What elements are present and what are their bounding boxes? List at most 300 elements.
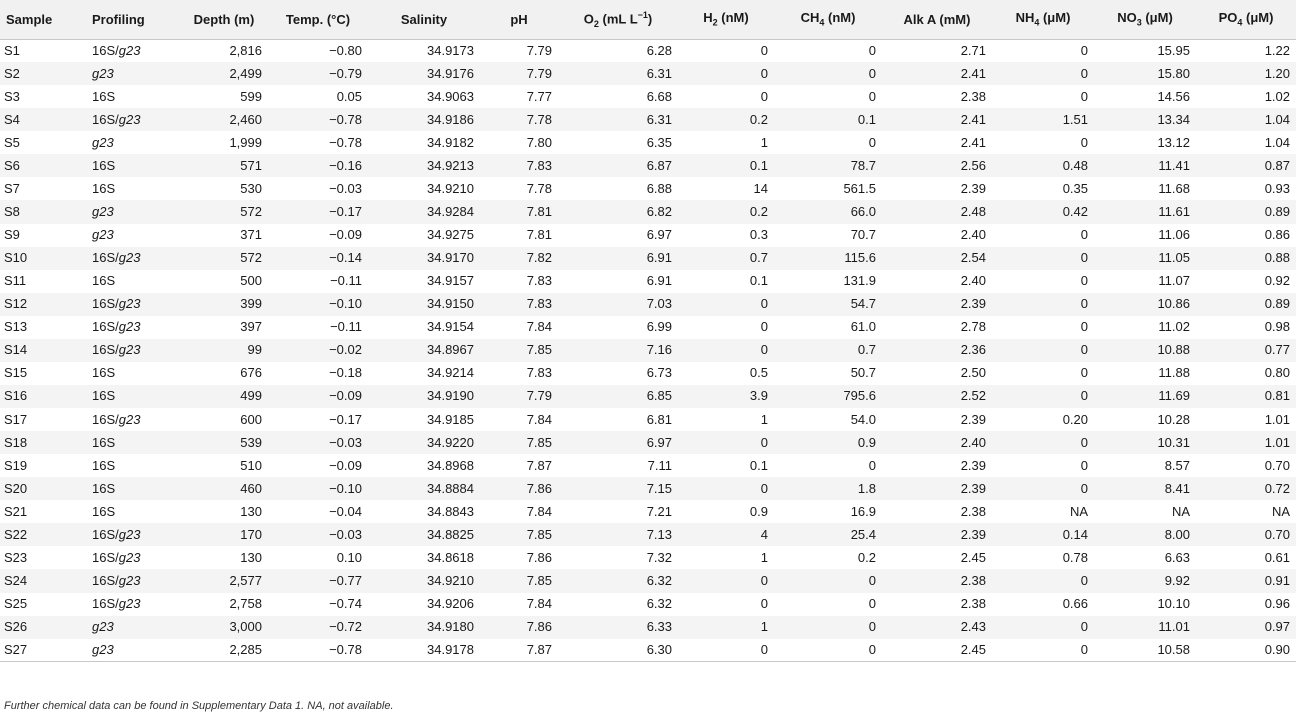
cell-nh4: 0 [1080,342,1088,358]
cell-h2: 0.1 [749,157,768,173]
column-header-subscript: 2 [712,18,718,29]
cell-alk: 2.38 [960,88,986,104]
cell-profiling: g23 [92,619,114,635]
cell-h2: 0 [760,342,768,358]
cell-h2: 1 [760,619,768,635]
cell-salinity: 34.9178 [368,639,480,662]
cell-alk: 2.40 [960,434,986,450]
cell-sample: S7 [4,180,20,196]
cell-salinity: 34.9284 [427,203,474,219]
column-header-subscript: 4 [819,18,825,29]
cell-depth: 1,999 [229,134,262,150]
cell-ch4: 78.7 [850,157,876,173]
cell-no3: 11.41 [1158,157,1190,173]
cell-salinity: 34.9190 [427,388,474,404]
cell-no3: 11.05 [1158,250,1190,266]
cell-alk: 2.39 [960,296,986,312]
cell-profiling: 16S [92,365,116,381]
cell-sample: S21 [4,503,28,519]
cell-profiling: 16S/g23 [92,319,141,335]
cell-depth: 99 [247,342,262,358]
cell-sample: S22 [4,526,28,542]
cell-ch4: 131.9 [843,273,876,289]
cell-depth: 510 [240,457,262,473]
cell-po4: 0.80 [1264,365,1290,381]
cell-no3: NA [1171,503,1190,519]
cell-salinity: 34.8618 [427,549,474,565]
cell-nh4: 0.48 [1062,157,1088,173]
cell-no3: 11.07 [1158,273,1190,289]
column-header-label: PO [1218,10,1238,26]
cell-salinity: 34.8967 [427,342,474,358]
cell-salinity: 34.9220 [427,434,474,450]
cell-depth: 530 [240,180,262,196]
cell-ch4: 0.9 [857,434,876,450]
column-header-label: Profiling [92,11,145,27]
cell-profiling: 16S/g23 [92,572,141,588]
cell-sample: S3 [4,88,20,104]
cell-no3: 11.61 [1158,203,1190,219]
cell-ch4: 70.7 [850,227,876,243]
cell-salinity: 34.9275 [427,227,474,243]
cell-nh4: 0 [1080,434,1088,450]
cell-po4: 0.97 [1264,619,1290,635]
cell-sample: S12 [4,296,28,312]
header-row [0,0,1296,39]
cell-profiling: g23 [92,203,114,219]
table-row [0,247,1296,270]
table-row [0,546,1296,569]
cell-sample: S19 [4,457,28,473]
cell-o2: 7.32 [646,549,672,565]
cell-h2: 0.5 [749,365,768,381]
cell-profiling: 16S [92,457,116,473]
cell-temp: −0.72 [329,619,362,635]
cell-profiling: 16S [92,434,116,450]
cell-o2: 6.31 [646,111,672,127]
cell-ph: 7.84 [526,411,552,427]
cell-nh4: 0 [1080,42,1088,58]
cell-depth: 676 [240,365,262,381]
cell-o2: 6.28 [646,42,672,58]
cell-depth: 500 [240,273,262,289]
cell-no3: 8.41 [1164,480,1190,496]
table-row [0,62,1296,85]
cell-nh4: 0.42 [1062,203,1088,219]
cell-h2: 0 [760,42,768,58]
cell-o2: 7.21 [646,503,672,519]
cell-salinity: 34.9176 [427,65,474,81]
cell-temp: −0.11 [330,273,362,289]
cell-o2: 6.33 [646,619,672,635]
cell-no3: 10.10 [1157,596,1190,612]
cell-temp: −0.80 [329,42,362,58]
table-row [0,131,1296,154]
cell-h2: 0.2 [749,203,768,219]
cell-sample: S6 [4,157,20,173]
cell-nh4: NA [1069,503,1088,519]
cell-sample: S2 [4,65,20,81]
cell-nh4: 0.35 [1062,180,1088,196]
cell-ch4: 54.0 [850,411,876,427]
cell-alk: 2.52 [960,388,986,404]
cell-ch4: 0 [868,134,876,150]
cell-salinity: 34.9180 [427,619,474,635]
cell-ch4: 61.0 [850,319,876,335]
cell-salinity: 34.9185 [427,411,474,427]
cell-depth: 460 [240,480,262,496]
cell-no3: 13.12 [1157,134,1190,150]
cell-h2: 1 [760,134,768,150]
cell-temp: 0.10 [336,549,362,565]
cell-o2: 7.16 [646,342,672,358]
column-header-ph [480,0,558,39]
cell-depth: 2,285 [180,639,268,662]
column-header-temp [268,0,368,39]
table-row [0,177,1296,200]
cell-temp: −0.09 [329,227,362,243]
cell-ph: 7.84 [526,596,552,612]
column-header-unit: (nM) [824,10,856,26]
column-header-superscript: −1 [637,9,648,20]
cell-po4: 0.70 [1264,526,1290,542]
cell-alk: 2.39 [960,526,986,542]
cell-alk: 2.38 [960,596,986,612]
cell-nh4: 0.20 [1062,411,1088,427]
cell-no3: 10.86 [1157,296,1190,312]
cell-profiling: 16S [92,388,116,404]
cell-temp: −0.78 [329,111,362,127]
cell-ph: 7.79 [526,388,552,404]
cell-temp: −0.02 [329,342,362,358]
cell-po4: 0.77 [1264,342,1290,358]
cell-alk: 2.56 [960,157,986,173]
cell-profiling: 16S/g23 [92,250,141,266]
cell-alk: 2.41 [960,111,986,127]
cell-ph: 7.84 [526,503,552,519]
cell-sample: S8 [4,203,20,219]
cell-ph: 7.84 [526,319,552,335]
column-header-label: NO [1117,10,1137,26]
column-header-label: pH [510,11,528,27]
cell-alk: 2.78 [960,319,986,335]
cell-ph: 7.83 [526,365,552,381]
cell-ch4: 115.6 [844,250,876,266]
cell-nh4: 0 [1080,457,1088,473]
cell-po4: 0.70 [1264,457,1290,473]
cell-profiling: 16S/g23 [92,296,141,312]
cell-ch4: 0 [868,65,876,81]
table-row [0,339,1296,362]
cell-ph: 7.81 [526,203,552,219]
cell-salinity: 34.9063 [427,88,474,104]
cell-nh4: 0.14 [1062,526,1088,542]
table-row [0,616,1296,639]
cell-ph: 7.87 [526,457,552,473]
cell-nh4: 0 [992,639,1094,662]
cell-h2: 0 [760,319,768,335]
cell-h2: 0 [760,572,768,588]
column-header-label: H [703,10,713,26]
cell-temp: −0.03 [329,434,362,450]
cell-alk: 2.39 [960,180,986,196]
column-header-label: NH [1015,10,1035,26]
cell-po4: 0.89 [1264,203,1290,219]
cell-temp: −0.17 [329,411,362,427]
cell-profiling: 16S [92,88,116,104]
table-row [0,200,1296,223]
cell-po4: 0.93 [1264,180,1290,196]
column-header-alk [882,0,992,39]
cell-profiling: 16S [92,180,116,196]
cell-temp: −0.04 [329,503,362,519]
cell-salinity: 34.9173 [427,42,474,58]
cell-nh4: 0 [1080,273,1088,289]
cell-profiling: 16S/g23 [92,342,141,358]
cell-h2: 1 [760,549,768,565]
cell-o2: 6.85 [646,388,672,404]
cell-ch4: 50.7 [850,365,876,381]
column-header-depth [180,0,268,39]
cell-po4: 0.89 [1264,296,1290,312]
cell-temp: −0.10 [329,480,362,496]
cell-profiling: g23 [92,65,114,81]
cell-ph: 7.82 [526,250,552,266]
cell-nh4: 0 [1080,572,1088,588]
cell-sample: S17 [4,411,28,427]
cell-depth: 399 [240,296,262,312]
cell-nh4: 0 [1080,388,1088,404]
cell-no3: 10.58 [1094,639,1196,662]
cell-profiling: 16S/g23 [92,549,141,565]
cell-po4: 0.72 [1264,480,1290,496]
column-header-subscript: 2 [593,18,599,29]
column-header-salinity [368,0,480,39]
table-row [0,39,1296,62]
cell-temp: −0.03 [329,526,362,542]
table-row [0,224,1296,247]
cell-h2: 0.7 [749,250,768,266]
cell-o2: 6.81 [646,411,672,427]
cell-sample: S16 [4,388,28,404]
cell-sample: S24 [4,572,28,588]
cell-no3: 10.28 [1157,411,1190,427]
column-header-no3 [1094,0,1196,39]
cell-no3: 11.68 [1158,180,1190,196]
table-row [0,593,1296,616]
cell-temp: −0.78 [268,639,368,662]
cell-alk: 2.38 [960,572,986,588]
cell-ch4: 66.0 [850,203,876,219]
cell-sample: S4 [4,111,20,127]
cell-sample: S27 [0,639,86,662]
cell-po4: 1.20 [1264,65,1290,81]
column-header-label: CH [800,10,820,26]
cell-ph: 7.83 [526,296,552,312]
cell-ch4: 0 [774,639,882,662]
cell-ch4: 25.4 [850,526,876,542]
cell-no3: 13.34 [1157,111,1190,127]
cell-no3: 8.57 [1164,457,1190,473]
cell-no3: 11.69 [1158,388,1190,404]
cell-nh4: 0.78 [1062,549,1088,565]
column-header-ch4 [774,0,882,39]
cell-ph: 7.86 [526,549,552,565]
cell-depth: 539 [240,434,262,450]
cell-sample: S1 [4,42,20,58]
cell-depth: 572 [240,203,262,219]
cell-ch4: 0 [868,457,876,473]
cell-o2: 6.82 [646,203,672,219]
cell-ph: 7.81 [526,227,552,243]
cell-no3: 8.00 [1164,526,1190,542]
cell-ph: 7.85 [526,572,552,588]
cell-po4: 0.96 [1264,596,1290,612]
cell-salinity: 34.9154 [427,319,474,335]
column-header-subscript: 4 [1237,18,1243,29]
cell-h2: 3.9 [749,388,768,404]
cell-depth: 571 [240,157,262,173]
cell-no3: 11.88 [1158,365,1190,381]
cell-po4: 1.04 [1264,134,1290,150]
cell-salinity: 34.9213 [427,157,474,173]
cell-temp: −0.11 [330,319,362,335]
cell-depth: 2,577 [229,572,262,588]
cell-ph: 7.87 [480,639,558,662]
cell-depth: 170 [240,526,262,542]
cell-alk: 2.54 [960,250,986,266]
cell-nh4: 0 [1080,296,1088,312]
cell-nh4: 0 [1080,319,1088,335]
cell-h2: 0 [760,65,768,81]
cell-temp: −0.77 [329,572,362,588]
cell-no3: 15.80 [1157,65,1190,81]
cell-po4: 0.90 [1196,639,1296,662]
cell-no3: 15.95 [1157,42,1190,58]
table-row [0,500,1296,523]
cell-o2: 6.32 [646,572,672,588]
cell-sample: S9 [4,227,20,243]
cell-ch4: 0 [868,88,876,104]
column-header-profiling [86,0,180,39]
table-body [0,39,1296,662]
cell-po4: 1.01 [1264,411,1290,427]
cell-temp: −0.09 [329,457,362,473]
cell-no3: 11.02 [1158,319,1190,335]
cell-sample: S14 [4,342,28,358]
cell-depth: 397 [240,319,262,335]
cell-temp: −0.78 [329,134,362,150]
cell-salinity: 34.9182 [427,134,474,150]
column-header-subscript: 3 [1136,18,1142,29]
cell-o2: 6.97 [646,227,672,243]
cell-ch4: 0 [868,596,876,612]
cell-temp: 0.05 [336,88,362,104]
cell-profiling: 16S/g23 [92,111,141,127]
cell-po4: NA [1271,503,1290,519]
column-header-nh4 [992,0,1094,39]
table-row [0,639,1296,662]
cell-salinity: 34.8968 [427,457,474,473]
cell-o2: 6.68 [646,88,672,104]
cell-ph: 7.85 [526,342,552,358]
cell-h2: 0.1 [749,273,768,289]
cell-ph: 7.85 [526,434,552,450]
cell-sample: S11 [4,273,27,289]
cell-profiling: 16S/g23 [92,411,141,427]
cell-ch4: 0.1 [857,111,876,127]
cell-o2: 6.73 [646,365,672,381]
table-footnote: Further chemical data can be found in Supplementary Data 1. NA, not available. [4,700,394,712]
cell-ch4: 0 [868,619,876,635]
table-row [0,316,1296,339]
cell-profiling: 16S [92,480,116,496]
cell-po4: 1.04 [1264,111,1290,127]
cell-profiling: g23 [92,134,114,150]
cell-nh4: 0 [1080,480,1088,496]
cell-temp: −0.18 [329,365,362,381]
cell-po4: 0.88 [1264,250,1290,266]
cell-profiling: 16S/g23 [92,42,141,58]
cell-po4: 0.92 [1264,273,1290,289]
cell-depth: 2,499 [229,65,262,81]
cell-h2: 0 [760,296,768,312]
column-header-unit: (mL L [598,11,638,27]
cell-depth: 599 [240,88,262,104]
cell-sample: S25 [4,596,28,612]
column-header-o2 [558,0,678,39]
cell-depth: 3,000 [229,619,262,635]
cell-h2: 0.1 [749,457,768,473]
cell-no3: 6.63 [1164,549,1190,565]
cell-alk: 2.38 [960,503,986,519]
cell-nh4: 1.51 [1062,111,1088,127]
cell-sample: S23 [4,549,28,565]
cell-ch4: 16.9 [850,503,876,519]
cell-profiling: 16S [92,273,116,289]
cell-nh4: 0 [1080,250,1088,266]
cell-o2: 7.03 [646,296,672,312]
cell-temp: −0.74 [329,596,362,612]
cell-sample: S18 [4,434,28,450]
cell-ph: 7.79 [526,42,552,58]
cell-ph: 7.86 [526,480,552,496]
cell-no3: 10.88 [1157,342,1190,358]
cell-ph: 7.77 [526,88,552,104]
cell-profiling: g23 [86,639,180,662]
cell-po4: 0.81 [1264,388,1290,404]
column-header-unit: (μM) [1141,10,1173,26]
cell-profiling: 16S/g23 [92,596,141,612]
cell-ch4: 1.8 [857,480,876,496]
cell-salinity: 34.9210 [427,572,474,588]
cell-temp: −0.17 [329,203,362,219]
table-row [0,293,1296,316]
column-header-label: Depth (m) [193,11,255,27]
cell-ch4: 0 [868,572,876,588]
cell-o2: 6.30 [558,639,678,662]
cell-h2: 0.9 [749,503,768,519]
cell-temp: −0.03 [329,180,362,196]
column-header-po4 [1196,0,1296,39]
cell-salinity: 34.9157 [427,273,474,289]
column-header-label: Sample [6,11,53,27]
cell-no3: 9.92 [1164,572,1190,588]
cell-profiling: g23 [92,227,114,243]
cell-temp: −0.14 [329,250,362,266]
table-row [0,454,1296,477]
cell-temp: −0.16 [329,157,362,173]
